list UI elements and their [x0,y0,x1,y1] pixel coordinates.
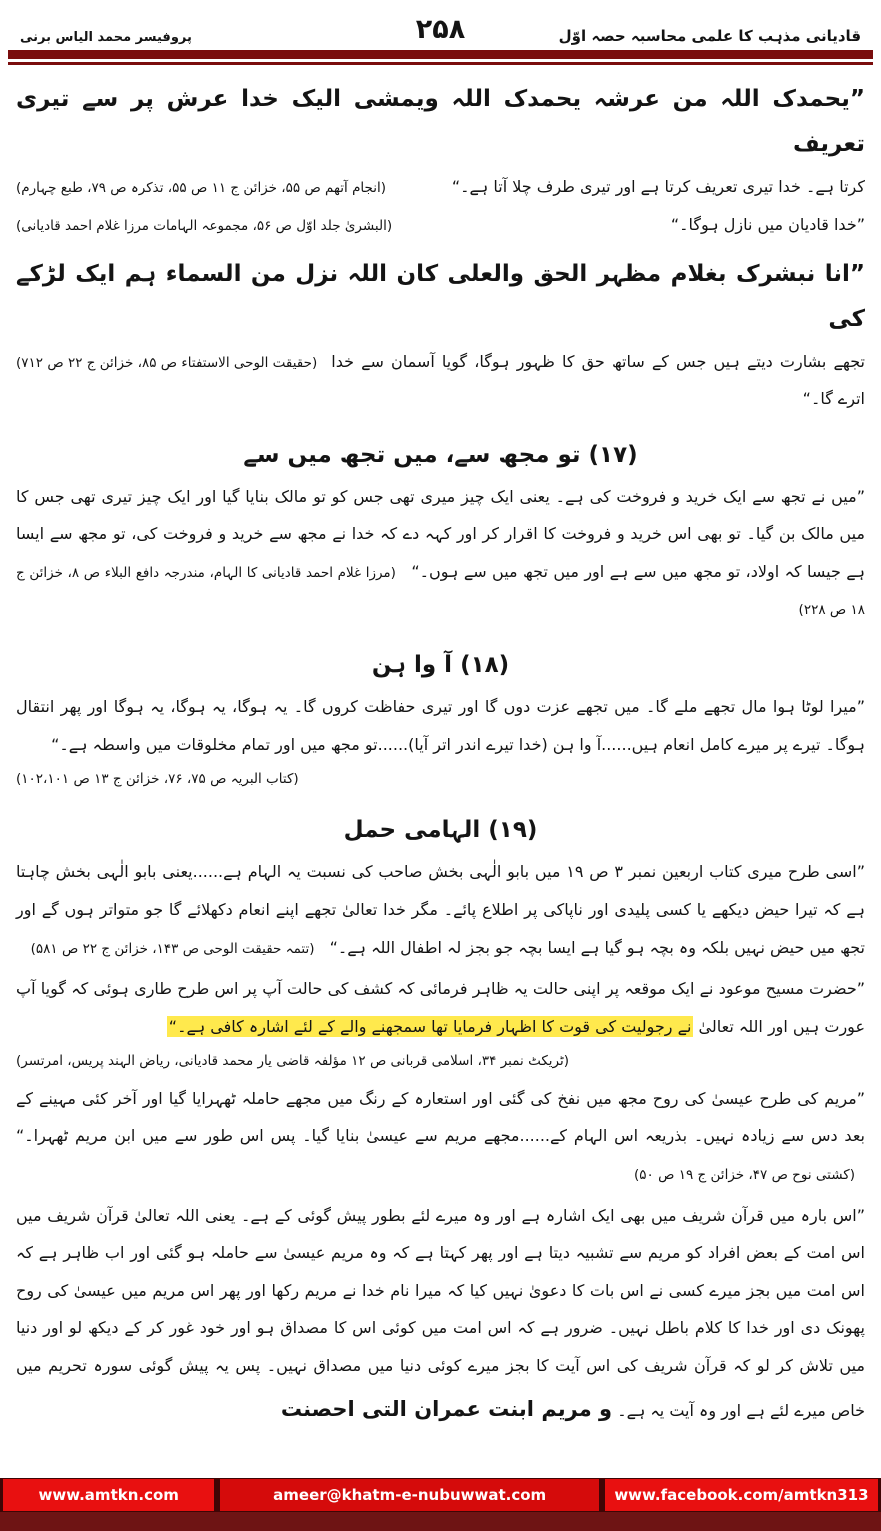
arabic-quote-line-2: ”انا نبشرک بغلام مظہر الحق والعلی کان اللہ نزل من السماء ہم ایک لڑکے کی [16,261,865,333]
paragraph-19c [16,1080,865,1193]
reference-citation: (البشریٰ جلد اوّل ص ۵۶، مجموعہ الہامات مرزا غلام احمد قادیانی) [16,218,393,235]
reference-citation: (تتمہ حقیقت الوحی ص ۱۴۳، خزائن ج ۲۲ ص ۵۸۱) [30,940,315,957]
section-heading-18: (۱۸) آ وا ہن [371,651,510,678]
reference-citation: (انجام آتھم ص ۵۵، خزائن ج ۱۱ ص ۵۵، تذکرہ ص ۷۹، طبع چہارم) [16,179,387,196]
highlighted-text: نے رجولیت کی قوت کا اظہار فرمایا تھا سمجھنے والے کے لئے اشارہ کافی ہے۔“ [168,1016,692,1036]
page-footer [0,1478,881,1531]
paragraph-17 [16,478,865,628]
footer-facebook-url: www.facebook.com/amtkn313 [605,1479,878,1511]
section-heading-19: (۱۹) الہامی حمل [343,817,538,844]
footer-website-url: www.amtkn.com [3,1479,214,1511]
header-rule-thin [8,62,873,65]
paragraph-text: ”اسی طرح میری کتاب اربعین نمبر ۳ ص ۱۹ میں بابو الٰہی بخش صاحب کی نسبت یہ الہام ہے......یعنی بابو الٰہی بخش چاہتا ہے کہ تیرا حیض دیکھے یا کسی پلیدی اور ناپاکی پر اطلاع پائے۔ مگر خدا تعالیٰ تجھے اپنے انعام دکھلائے گا جو متواتر ہوں گے اور تجھ میں حیض نہیں بلکہ وہ بچہ ہو گیا ہے ایسا بچہ جو بجز لہ اطفال اللہ ہے۔“ [16,862,865,957]
reference-citation: (مرزا غلام احمد قادیانی کا الہام، مندرجہ دافع البلاء ص ۸، خزائن ج ۱۸ ص ۲۲۸) [16,564,865,619]
author-name: پروفیسر محمد الیاس برنی [20,30,192,45]
quote-line-with-reference-2 [16,207,865,244]
header-rule-thick [8,50,873,59]
paragraph-19a [16,853,865,966]
quote-text: تجھے بشارت دیتے ہیں جس کے ساتھ حق کا ظہور ہوگا، گویا آسمان سے خدا اترے گا۔“ [331,351,865,408]
paragraph-text: ”اس بارہ میں قرآن شریف میں بھی ایک اشارہ ہے اور وہ میرے لئے بطور پیش گوئی کے ہے۔ یعنی اللہ تعالیٰ قرآن شریف میں اس امت کے بعض افراد کو مریم سے تشبیہ دیتا ہے اور پھر کہتا ہے کہ وہ مریم عیسیٰ سے حاملہ ہو گئی اور اب ظاہر ہے کہ اس امت میں بجز میرے کسی نے اس بات کا دعویٰ نہیں کیا کہ میرا نام خدا نے مریم رکھا اور پھر اس مریم میں عیسیٰ کی روح پھونک دی اور خدا کا کلام باطل نہیں۔ ضرور ہے کہ اس امت میں کوئی اس کا مصداق ہو اور خود غور کر کے دیکھ لو اور دنیا میں تلاش کر لو کہ قرآن شریف کی اس آیت کا بجز میرے کوئی دنیا میں مصداق نہیں۔ پس یہ پیش گوئی سورہ تحریم میں خاص میرے لئے ہے اور وہ آیت یہ ہے۔ [16,1205,865,1420]
quote-text: ”خدا قادیان میں نازل ہوگا۔“ [670,215,865,235]
page-content [16,77,865,1434]
reference-citation: (کتاب البریہ ص ۷۵، ۷۶، خزائن ج ۱۳ ص ۱۰۲،۱۰۱) [16,771,299,788]
page-number: ۲۵۸ [415,14,466,45]
section-heading-17: (۱۷) تو مجھ سے، میں تجھ میں سے [243,441,638,468]
paragraph-text: ”حضرت مسیح موعود نے ایک موقعہ پر اپنی حالت یہ ظاہر فرمائی کہ کشف کی حالت آپ پر اس طرح طاری ہوئی کہ گویا آپ عورت ہیں اور اللہ تعالیٰ [16,979,865,1036]
paragraph-text: ”میں نے تجھ سے ایک خرید و فروخت کی ہے۔ یعنی ایک چیز میری تھی جس کو تو مالک بنایا گیا اور ایک چیز تیری تھی جس کا میں مالک بن گیا۔ تو بھی اس خرید و فروخت کا اقرار کر اور کہہ دے کہ خدا نے مجھ سے خرید و فروخت کی، تو مجھ سے ایسا ہے جیسا کہ اولاد، تو مجھ میں سے ہے اور میں تجھ میں سے ہوں۔“ [16,486,866,581]
reference-citation: (ٹریکٹ نمبر ۳۴، اسلامی قربانی ص ۱۲ مؤلفہ قاضی یار محمد قادیانی، ریاض الہند پریس، امرتسر) [16,1053,570,1070]
paragraph-19b [16,970,865,1045]
reference-citation: (کشتی نوح ص ۴۷، خزائن ج ۱۹ ص ۵۰) [634,1166,855,1183]
footer-links-bar [0,1478,881,1512]
quote-line-with-reference-3 [16,344,865,418]
paragraph-18: ”میرا لوٹا ہوا مال تجھے ملے گا۔ میں تجھے عزت دوں گا اور تیری حفاظت کروں گا۔ یہ ہوگا، یہ ہوگا، یہ ہوگا اور پھر انتقال ہوگا۔ تیرے پر میرے کامل انعام ہیں......آ وا ہن (خدا تیرے اندر اتر آیا)......تو مجھ میں اور تمام مخلوقات میں واسطہ ہے۔“ [16,696,865,754]
quote-text: کرتا ہے۔ خدا تیری تعریف کرتا ہے اور تیری طرف چلا آتا ہے۔“ [451,176,865,196]
footer-bottom-strip [0,1512,881,1531]
paragraph-text: ”مریم کی طرح عیسیٰ کی روح مجھ میں نفخ کی گئی اور استعارہ کے رنگ میں مجھے حاملہ ٹھہرایا گیا اور آخر کئی مہینے کے بعد دس سے زیادہ نہیں۔ بذریعہ اس الہام کے......مجھے مریم سے عیسیٰ بنایا گیا۔ پس اس طور سے میں ابن مریم ٹھہرا۔“ [16,1088,865,1146]
page-header [0,0,881,65]
arabic-quote-line-1: ”یحمدک اللہ من عرشہ یحمدک اللہ ویمشی الیک خدا عرش پر سے تیری تعریف [16,86,865,157]
footer-email-address: ameer@khatm-e-nubuwwat.com [220,1479,598,1511]
paragraph-19d [16,1197,865,1434]
book-title: قادیانی مذہب کا علمی محاسبہ حصہ اوّل [558,27,862,45]
quote-line-with-reference-1 [16,169,865,206]
header-row [20,14,861,45]
arabic-verse: و مریم ابنت عمران التی احصنت [280,1396,613,1421]
reference-citation: (حقیقت الوحی الاستفتاء ص ۸۵، خزائن ج ۲۲ ص ۷۱۲) [16,354,318,371]
